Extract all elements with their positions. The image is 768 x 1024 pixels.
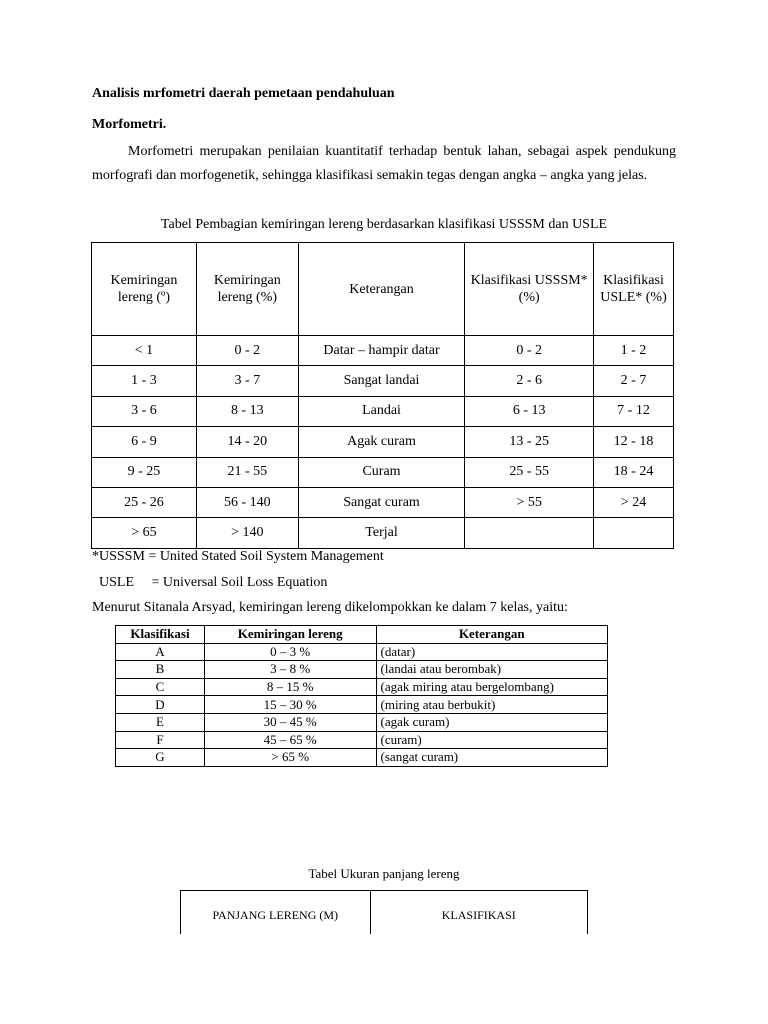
table-row [92,396,674,426]
classes-intro: Menurut Sitanala Arsyad, kemiringan lereng dikelompokkan ke dalam 7 kelas, yaitu: [92,600,568,615]
table-cell: 12 - 18 [594,427,674,457]
table-cell: 14 - 20 [196,427,298,457]
table-cell: > 65 [92,518,197,548]
table-cell: Sangat landai [298,366,465,396]
table-cell: 25 - 55 [465,457,594,487]
table-cell: (miring atau berbukit) [376,696,607,714]
slope-classification-table [91,242,674,549]
usssm-note: *USSSM = United Stated Soil System Management [92,549,384,564]
intro-paragraph: Morfometri merupakan penilaian kuantitatif terhadap bentuk lahan, sebagai aspek pendukung morfografi dan morfogenetik, sehingga klasifikasi semakin tegas dengan angka – angka yang jelas. [92,144,676,183]
table3-caption: Tabel Ukuran panjang lereng [308,866,460,881]
table-row [92,518,674,548]
table-cell: Curam [298,457,465,487]
table-cell: 3 - 6 [92,396,197,426]
table-header-row [92,243,674,336]
table-cell: 6 - 13 [465,396,594,426]
table1-caption: Tabel Pembagian kemiringan lereng berdasarkan klasifikasi USSSM dan USLE [160,217,608,232]
table-header-row [116,626,608,644]
table-row [116,661,608,679]
table-cell: 18 - 24 [594,457,674,487]
table-cell: 9 - 25 [92,457,197,487]
table-cell: (landai atau berombak) [376,661,607,679]
header-cell: Keterangan [376,626,607,644]
section-heading: Analisis mrfometri daerah pemetaan pendahuluan [92,86,395,101]
table-cell: C [116,678,205,696]
table-cell: (agak miring atau bergelombang) [376,678,607,696]
table-row [92,336,674,366]
table-cell: 25 - 26 [92,487,197,517]
slope-length-table [180,890,588,934]
subsection-heading: Morfometri. [92,117,167,132]
table-cell: 15 – 30 % [204,696,376,714]
header-cell: KLASIFIKASI [370,891,588,935]
table-cell: (sangat curam) [376,749,607,767]
table-cell: > 24 [594,487,674,517]
table-cell: (curam) [376,731,607,749]
table-cell: 0 - 2 [465,336,594,366]
header-cell: Kemiringan lereng (%) [196,243,298,336]
table-row [116,678,608,696]
table-cell: > 65 % [204,749,376,767]
table-cell: 1 - 2 [594,336,674,366]
table-cell: 2 - 7 [594,366,674,396]
table-cell: 30 – 45 % [204,713,376,731]
table-cell: Landai [298,396,465,426]
slope-class-table [115,625,608,767]
table-cell [594,518,674,548]
table-cell: 8 - 13 [196,396,298,426]
table-cell: (agak curam) [376,713,607,731]
table-row [116,749,608,767]
table-cell: 8 – 15 % [204,678,376,696]
table-cell: Sangat curam [298,487,465,517]
table-cell: Agak curam [298,427,465,457]
table-row [92,366,674,396]
usle-note: USLE = Universal Soil Loss Equation [99,575,328,590]
header-cell: Keterangan [298,243,465,336]
table-cell: > 140 [196,518,298,548]
table-row [92,457,674,487]
header-cell: Kemiringan lereng (º) [92,243,197,336]
table-cell: F [116,731,205,749]
table-header-row [181,891,588,935]
table-row [116,713,608,731]
table-cell: 0 – 3 % [204,643,376,661]
table-cell: B [116,661,205,679]
table-cell: 3 - 7 [196,366,298,396]
table-cell: 0 - 2 [196,336,298,366]
table-cell: 13 - 25 [465,427,594,457]
table-cell: 2 - 6 [465,366,594,396]
table-cell: < 1 [92,336,197,366]
table-cell: (datar) [376,643,607,661]
table-row [116,643,608,661]
table-cell: G [116,749,205,767]
header-cell: Klasifikasi USSSM* (%) [465,243,594,336]
header-cell: Klasifikasi USLE* (%) [594,243,674,336]
table-cell: 45 – 65 % [204,731,376,749]
table-cell: 3 – 8 % [204,661,376,679]
header-cell: Kemiringan lereng [204,626,376,644]
table-cell: Datar – hampir datar [298,336,465,366]
table-cell: > 55 [465,487,594,517]
table-row [116,731,608,749]
slope-length-table-wrapper [180,890,588,934]
table-cell: 21 - 55 [196,457,298,487]
table-cell: 6 - 9 [92,427,197,457]
table-row [116,696,608,714]
header-cell: PANJANG LERENG (M) [181,891,371,935]
table-cell: E [116,713,205,731]
table-cell: 1 - 3 [92,366,197,396]
table-cell: Terjal [298,518,465,548]
table-row [92,427,674,457]
table-row [92,487,674,517]
header-cell: Klasifikasi [116,626,205,644]
table-cell: 56 - 140 [196,487,298,517]
table-cell: A [116,643,205,661]
table-cell: D [116,696,205,714]
table-cell [465,518,594,548]
table-cell: 7 - 12 [594,396,674,426]
